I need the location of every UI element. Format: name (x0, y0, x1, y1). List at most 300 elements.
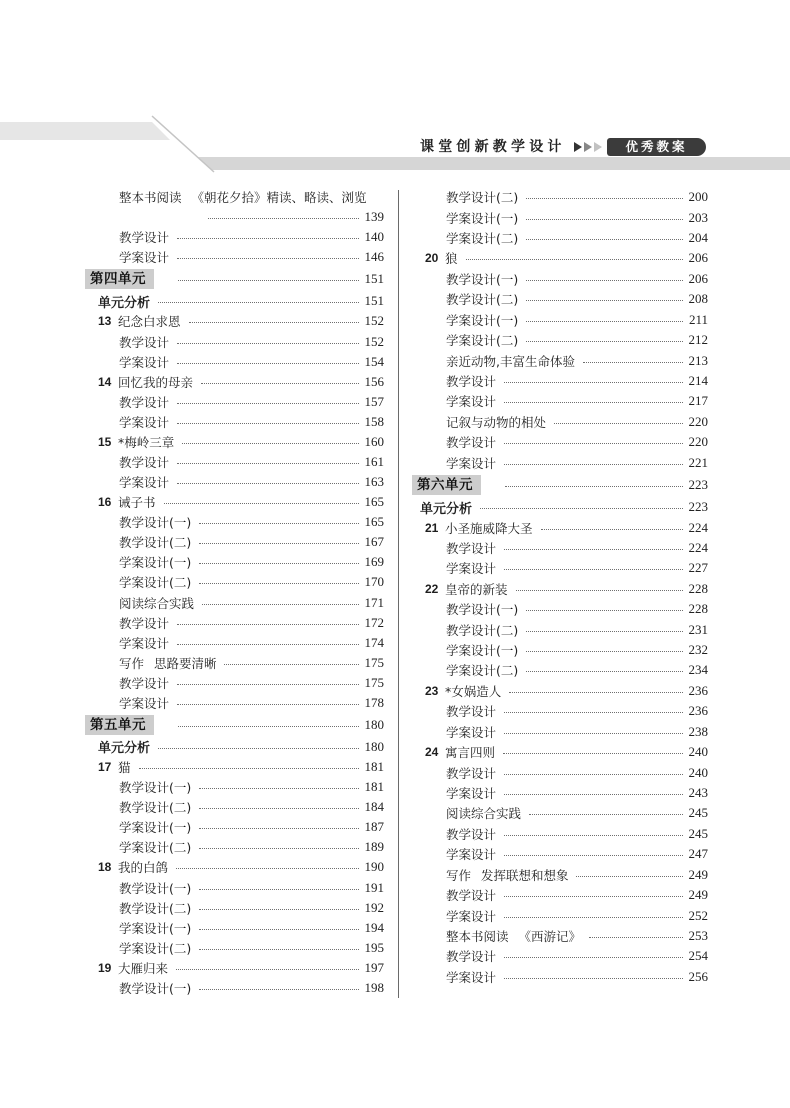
dot-leader (504, 549, 683, 550)
page-number: 236 (688, 682, 708, 698)
page-number: 198 (364, 979, 384, 995)
dot-leader (504, 382, 683, 383)
page-number: 240 (688, 744, 708, 760)
page-number: 234 (688, 662, 708, 678)
toc-entry (425, 228, 708, 248)
dot-leader (504, 443, 683, 444)
page-number: 228 (688, 580, 708, 596)
entry-title: 学案设计 (446, 724, 497, 740)
page-number: 254 (688, 948, 708, 964)
dot-leader (504, 917, 683, 918)
entry-title: 教学设计 (119, 394, 170, 410)
toc-entry (425, 207, 708, 227)
lesson-title: 皇帝的新装 (445, 581, 508, 597)
lesson-number: 15 (98, 434, 112, 449)
entry-title: 教学设计 (446, 826, 497, 842)
lesson-title: 猫 (118, 760, 131, 776)
toc-entry (98, 452, 384, 472)
toc-entry (425, 350, 708, 370)
entry-title: 教学设计(一) (119, 880, 192, 896)
page-number: 190 (364, 859, 384, 875)
entry-title: 写作 发挥联想和想象 (446, 867, 569, 883)
entry-title: 教学设计(一) (446, 271, 519, 287)
dot-leader (199, 949, 359, 950)
dot-leader (177, 258, 359, 259)
dot-leader (504, 402, 683, 403)
page-number: 187 (364, 819, 384, 835)
dot-leader (503, 753, 683, 754)
entry-title: 学案设计 (446, 969, 497, 985)
toc-entry (98, 512, 384, 532)
header-title: 课堂创新教学设计 (420, 139, 566, 155)
page-number: 158 (364, 413, 384, 429)
toc-entry (98, 227, 384, 247)
toc-entry (425, 599, 708, 619)
lesson-title: 纪念白求恩 (118, 314, 181, 330)
page-number: 245 (688, 805, 708, 821)
toc-entry (98, 331, 384, 351)
page-number: 240 (688, 764, 708, 780)
toc-entry (98, 817, 384, 837)
page-number: 152 (364, 313, 384, 329)
lesson-entry (98, 757, 384, 777)
dot-leader (177, 483, 359, 484)
dot-leader (201, 383, 359, 384)
page-number: 256 (688, 968, 708, 984)
entry-title: 教学设计(二) (446, 292, 519, 308)
page-number: 243 (688, 785, 708, 801)
unit-title: 第六单元 (412, 475, 481, 495)
toc-entry (425, 926, 708, 946)
unit-analysis-entry (98, 291, 384, 311)
toc-entry (425, 844, 708, 864)
toc-entry (425, 946, 708, 966)
page-number: 247 (688, 846, 708, 862)
toc-entry (425, 538, 708, 558)
page-number: 220 (688, 413, 708, 429)
dot-leader (199, 889, 359, 890)
toc-entry (425, 432, 708, 452)
lesson-entry (425, 248, 708, 268)
entry-title: 学案设计(二) (119, 840, 192, 856)
entry-title: 学案设计 (119, 635, 170, 651)
page-number: 224 (688, 519, 708, 535)
dot-leader (504, 733, 683, 734)
entry-title: 学案设计 (446, 908, 497, 924)
page-number: 236 (688, 703, 708, 719)
entry-title: 教学设计 (446, 540, 497, 556)
dot-leader (199, 929, 359, 930)
page-number: 180 (364, 716, 384, 732)
toc-entry (425, 391, 708, 411)
dot-leader (178, 726, 359, 727)
lesson-entry (98, 311, 384, 331)
entry-title: 教学设计 (119, 615, 170, 631)
entry-title: 教学设计 (446, 888, 497, 904)
entry-title: 教学设计(一) (119, 515, 192, 531)
page-number: 231 (688, 621, 708, 637)
entry-title: 学案设计 (446, 786, 497, 802)
page-number: 245 (688, 825, 708, 841)
page-number: 160 (364, 433, 384, 449)
toc-entry (425, 371, 708, 391)
dot-leader (199, 583, 359, 584)
dot-leader (177, 644, 359, 645)
entry-title: 教学设计(一) (446, 602, 519, 618)
entry-title: 学案设计 (119, 414, 170, 430)
page-number: 151 (364, 271, 384, 287)
dot-leader (158, 302, 359, 303)
toc-entry-continuation (98, 207, 384, 227)
lesson-title: 我的白鸽 (118, 860, 169, 876)
entry-title: 整本书阅读 《西游记》 (446, 928, 581, 944)
lesson-entry (98, 857, 384, 877)
entry-title: 学案设计(二) (446, 663, 519, 679)
page-number: 146 (364, 249, 384, 265)
dot-leader (504, 978, 683, 979)
page-number: 163 (364, 474, 384, 490)
entry-title: 教学设计 (446, 704, 497, 720)
dot-leader (526, 341, 683, 342)
entry-title: 教学设计 (446, 949, 497, 965)
lesson-entry (425, 742, 708, 762)
lesson-number: 23 (425, 683, 439, 698)
unit-heading (417, 473, 708, 497)
toc-entry (98, 392, 384, 412)
page-number: 161 (364, 453, 384, 469)
dot-leader (504, 464, 683, 465)
dot-leader (589, 937, 683, 938)
dot-leader (526, 610, 683, 611)
page-number: 224 (688, 539, 708, 555)
toc-entry (98, 938, 384, 958)
toc-entry (425, 722, 708, 742)
page-number: 189 (364, 839, 384, 855)
page-number: 195 (364, 939, 384, 955)
entry-title: 教学设计 (119, 454, 170, 470)
entry-title: 阅读综合实践 (446, 806, 522, 822)
lesson-number: 20 (425, 251, 439, 266)
dot-leader (504, 712, 683, 713)
entry-title: 学案设计 (446, 455, 497, 471)
entry-title: 教学设计 (119, 334, 170, 350)
lesson-number: 24 (425, 745, 439, 760)
entry-title: 学案设计 (446, 394, 497, 410)
page-number: 167 (364, 534, 384, 550)
entry-title: 教学设计 (446, 435, 497, 451)
entry-title: 学案设计(二) (446, 231, 519, 247)
dot-leader (177, 363, 359, 364)
lesson-number: 21 (425, 520, 439, 535)
dot-leader (526, 671, 683, 672)
toc-entry (98, 613, 384, 633)
dot-leader (199, 848, 359, 849)
dot-leader (516, 590, 683, 591)
lesson-title: 诫子书 (118, 495, 156, 511)
dot-leader (177, 343, 359, 344)
page-number: 191 (364, 879, 384, 895)
toc-right-column (417, 187, 708, 987)
page-number: 180 (364, 738, 384, 754)
lesson-number: 17 (98, 760, 112, 775)
page-number: 217 (688, 393, 708, 409)
lesson-entry (425, 681, 708, 701)
toc-entry (425, 967, 708, 987)
dot-leader (554, 423, 683, 424)
toc-entry (98, 412, 384, 432)
dot-leader (177, 403, 359, 404)
lesson-title: 小圣施威降大圣 (445, 520, 533, 536)
page-number: 171 (364, 594, 384, 610)
dot-leader (189, 322, 359, 323)
dot-leader (504, 896, 683, 897)
entry-title: 记叙与动物的相处 (446, 414, 547, 430)
lesson-number: 16 (98, 495, 112, 510)
entry-title: 写作 思路要清晰 (119, 655, 217, 671)
page-number: 157 (364, 393, 384, 409)
entry-title: 学案设计(一) (119, 820, 192, 836)
page-number: 152 (364, 333, 384, 349)
dot-leader (176, 868, 359, 869)
dot-leader (504, 774, 683, 775)
unit-heading (90, 713, 384, 737)
toc-entry (425, 269, 708, 289)
page-number: 172 (364, 614, 384, 630)
entry-title: 教学设计 (119, 675, 170, 691)
toc-entry (98, 837, 384, 857)
unit-title: 第四单元 (85, 269, 154, 289)
entry-title: 学案设计(二) (119, 575, 192, 591)
entry-title: 学案设计 (119, 250, 170, 266)
toc-entry (425, 619, 708, 639)
dot-leader (504, 855, 683, 856)
toc-entry (425, 905, 708, 925)
page-number: 223 (688, 476, 708, 492)
toc-entry (98, 918, 384, 938)
entry-title: 阅读综合实践 (119, 595, 195, 611)
toc-entry (425, 865, 708, 885)
toc-entry (98, 532, 384, 552)
page-number: 165 (364, 514, 384, 530)
triple-arrow-icon (574, 142, 602, 152)
page-number: 151 (364, 293, 384, 309)
toc-entry (425, 660, 708, 680)
page-number: 221 (688, 454, 708, 470)
entry-title: 教学设计(一) (119, 980, 192, 996)
page-number: 206 (688, 250, 708, 266)
entry-title: 单元分析 (98, 741, 151, 757)
toc-entry-multiline (98, 187, 384, 207)
lesson-title: 回忆我的母亲 (118, 374, 194, 390)
page-number: 178 (364, 694, 384, 710)
lesson-entry (98, 958, 384, 978)
entry-title: 教学设计 (119, 230, 170, 246)
dot-leader (199, 788, 359, 789)
toc-entry (425, 558, 708, 578)
entry-title: 学案设计 (446, 561, 497, 577)
toc-entry (98, 572, 384, 592)
entry-title: 教学设计(二) (446, 190, 519, 206)
dot-leader (178, 280, 359, 281)
entry-title: 教学设计(二) (119, 800, 192, 816)
page-number: 184 (364, 799, 384, 815)
dot-leader (176, 969, 359, 970)
page-number: 232 (688, 642, 708, 658)
page-number: 197 (364, 959, 384, 975)
toc-entry (425, 452, 708, 472)
dot-leader (541, 529, 683, 530)
entry-title: 学案设计(二) (446, 333, 519, 349)
dot-leader (526, 321, 683, 322)
page-number: 204 (688, 230, 708, 246)
lesson-entry (98, 432, 384, 452)
page-number: 154 (364, 353, 384, 369)
lesson-number: 13 (98, 314, 112, 329)
toc-entry (425, 187, 708, 207)
unit-analysis-entry (420, 497, 708, 517)
page-number: 249 (688, 866, 708, 882)
dot-leader (182, 443, 359, 444)
lesson-title: *女娲造人 (445, 683, 502, 699)
toc-entry (425, 412, 708, 432)
page-number: 214 (688, 373, 708, 388)
page-number: 139 (364, 209, 384, 225)
dot-leader (177, 684, 359, 685)
page-number: 249 (688, 887, 708, 903)
lesson-title: 寓言四则 (445, 745, 496, 761)
lesson-number: 14 (98, 374, 112, 389)
dot-leader (526, 219, 683, 220)
page-number: 175 (364, 654, 384, 670)
toc-entry (98, 898, 384, 918)
page-number: 213 (688, 352, 708, 368)
unit-analysis-entry (98, 737, 384, 757)
dot-leader (526, 280, 683, 281)
entry-title: 学案设计(一) (446, 312, 519, 328)
page-number: 170 (364, 574, 384, 590)
toc-entry (98, 472, 384, 492)
dot-leader (202, 604, 359, 605)
entry-title: 学案设计(二) (119, 940, 192, 956)
toc-entry (425, 783, 708, 803)
toc-entry (425, 701, 708, 721)
entry-title: 学案设计 (119, 354, 170, 370)
page-number: 212 (688, 332, 708, 348)
page-number: 227 (688, 560, 708, 576)
dot-leader (199, 808, 359, 809)
toc-entry (98, 777, 384, 797)
lesson-title: 大雁归来 (118, 960, 169, 976)
toc-entry (425, 640, 708, 660)
page-number: 140 (364, 229, 384, 245)
entry-title: 教学设计(一) (119, 780, 192, 796)
entry-title: 单元分析 (98, 295, 151, 311)
toc-entry (425, 762, 708, 782)
page-number: 223 (688, 499, 708, 515)
page-number: 156 (364, 373, 384, 389)
dot-leader (504, 794, 683, 795)
entry-title: 教学设计(二) (119, 535, 192, 551)
lesson-title: *梅岭三章 (118, 434, 175, 450)
toc-entry (98, 352, 384, 372)
dot-leader (177, 423, 359, 424)
entry-title: 学案设计(一) (119, 555, 192, 571)
dot-leader (199, 828, 359, 829)
lesson-entry (425, 579, 708, 599)
dot-leader (526, 651, 683, 652)
page-number: 169 (364, 554, 384, 570)
entry-title: 单元分析 (420, 501, 473, 517)
toc-entry (425, 824, 708, 844)
toc-entry (98, 878, 384, 898)
dot-leader (139, 768, 359, 769)
dot-leader (576, 876, 683, 877)
dot-leader (526, 631, 683, 632)
dot-leader (199, 523, 359, 524)
toc-entry (425, 885, 708, 905)
dot-leader (177, 624, 359, 625)
dot-leader (199, 543, 359, 544)
dot-leader (526, 239, 683, 240)
entry-title: 教学设计(二) (119, 900, 192, 916)
dot-leader (224, 664, 359, 665)
dot-leader (177, 704, 359, 705)
entry-title: 学案设计 (119, 475, 170, 491)
unit-heading (90, 267, 384, 291)
header-badge: 优秀教案 (607, 138, 706, 156)
dot-leader (526, 300, 683, 301)
entry-title: 教学设计(二) (446, 622, 519, 638)
entry-title: 教学设计 (446, 765, 497, 781)
entry-title: 学案设计(一) (446, 643, 519, 659)
dot-leader (164, 503, 359, 504)
dot-leader (199, 909, 359, 910)
lesson-number: 22 (425, 581, 439, 596)
dot-leader (504, 835, 683, 836)
dot-leader (199, 989, 359, 990)
entry-title: 亲近动物,丰富生命体验 (446, 353, 575, 369)
column-divider (398, 190, 399, 998)
entry-title: 教学设计 (446, 374, 497, 389)
toc-entry (425, 330, 708, 350)
page-number: 220 (688, 434, 708, 450)
page-number: 252 (688, 907, 708, 923)
toc-entry (98, 633, 384, 653)
dot-leader (504, 569, 683, 570)
toc-entry (98, 978, 384, 998)
toc-entry (98, 592, 384, 612)
dot-leader (480, 508, 683, 509)
entry-title: 学案设计(一) (119, 920, 192, 936)
page-number: 211 (688, 311, 708, 327)
dot-leader (208, 218, 359, 219)
toc-entry (425, 289, 708, 309)
page-number: 200 (688, 189, 708, 205)
toc-entry (425, 803, 708, 823)
page-number: 181 (364, 759, 384, 775)
page-number: 194 (364, 919, 384, 935)
page-number: 175 (364, 674, 384, 690)
lesson-entry (425, 517, 708, 537)
toc-left-column (90, 187, 384, 998)
lesson-title: 狼 (445, 251, 458, 267)
dot-leader (526, 198, 683, 199)
lesson-entry (98, 372, 384, 392)
toc-entry (98, 673, 384, 693)
entry-title: 整本书阅读 《朝花夕拾》精读、略读、浏览 (119, 190, 367, 206)
dot-leader (505, 486, 683, 487)
dot-leader (504, 957, 683, 958)
